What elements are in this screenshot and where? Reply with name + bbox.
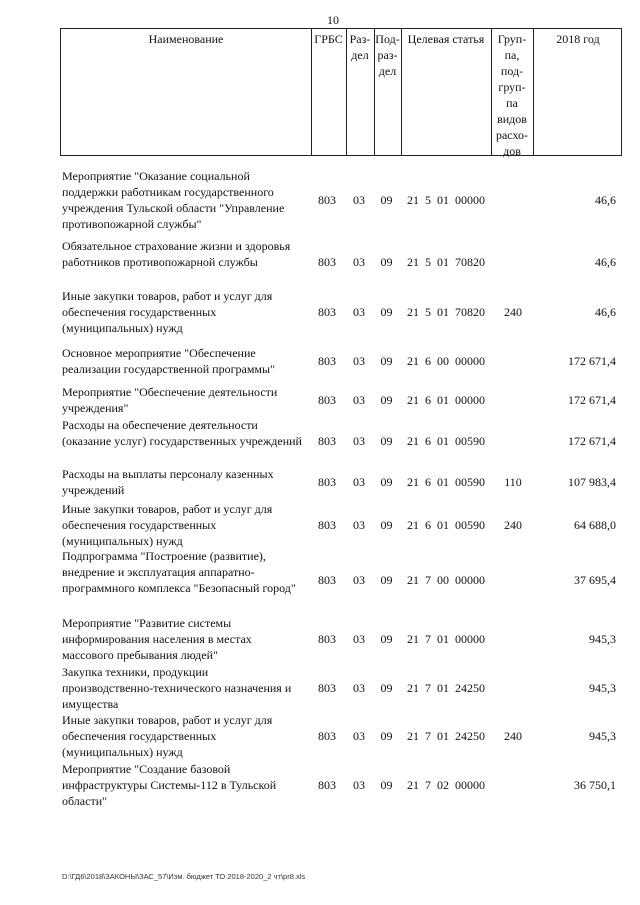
- row-razdel: 03: [353, 518, 365, 532]
- row-razdel: 03: [353, 193, 365, 207]
- row-grbs: 803: [318, 393, 336, 407]
- row-name: Обязательное страхование жизни и здоровья работников противопожарной службы: [62, 239, 291, 269]
- row-amount: 107 983,4: [568, 475, 616, 489]
- row-amount: 46,6: [595, 193, 616, 207]
- row-razdel: 03: [353, 729, 365, 743]
- row-podrazdel: 09: [380, 573, 393, 587]
- row-podrazdel: 09: [380, 255, 393, 269]
- row-name: Расходы на обеспечение деятельности (оказание услуг) государственных учреждений: [62, 418, 302, 448]
- row-podrazdel: 09: [380, 729, 393, 743]
- header-razdel: Раз- дел: [349, 32, 371, 62]
- row-amount: 36 750,1: [574, 778, 616, 792]
- row-amount: 945,3: [589, 681, 616, 695]
- row-grbs: 803: [318, 193, 336, 207]
- row-tselevaya-statya: 21 6 00 00000: [407, 354, 485, 368]
- row-amount: 46,6: [595, 255, 616, 269]
- row-podrazdel: 09: [380, 681, 393, 695]
- file-path-footer: D:\ГД6\2018\ЗАКОНЫ\ЗАС_57\Изм. бюджет ТО 2018-2020_2 чт\pr8.xls: [62, 872, 306, 881]
- row-podrazdel: 09: [380, 354, 393, 368]
- header-podrazdel: Под- раз- дел: [375, 32, 400, 78]
- row-name: Расходы на выплаты персоналу казенных учреждений: [62, 467, 274, 497]
- row-tselevaya-statya: 21 7 01 24250: [407, 729, 485, 743]
- row-name: Подпрограмма "Построение (развитие), внедрение и эксплуатация аппаратно-программного комплекса "Безопасный город": [62, 549, 296, 595]
- row-tselevaya-statya: 21 7 02 00000: [407, 778, 485, 792]
- row-grbs: 803: [318, 632, 336, 646]
- row-grbs: 803: [318, 681, 336, 695]
- row-vid-rashodov: 240: [504, 518, 522, 532]
- row-tselevaya-statya: 21 5 01 00000: [407, 193, 485, 207]
- row-grbs: 803: [318, 354, 336, 368]
- row-razdel: 03: [353, 475, 365, 489]
- row-vid-rashodov: 240: [504, 305, 522, 319]
- table-header: [60, 28, 622, 156]
- row-podrazdel: 09: [380, 434, 393, 448]
- row-grbs: 803: [318, 305, 336, 319]
- row-podrazdel: 09: [380, 778, 393, 792]
- row-name: Иные закупки товаров, работ и услуг для обеспечения государственных (муниципальных) нужд: [62, 713, 273, 759]
- row-amount: 945,3: [589, 632, 616, 646]
- row-grbs: 803: [318, 778, 336, 792]
- header-name: Наименование: [148, 32, 224, 46]
- row-razdel: 03: [353, 255, 365, 269]
- row-name: Мероприятие "Оказание социальной поддержки работникам государственного учреждения Тульской области "Управление противопожарной службы": [62, 169, 285, 231]
- row-tselevaya-statya: 21 5 01 70820: [407, 305, 485, 319]
- row-name: Иные закупки товаров, работ и услуг для обеспечения государственных (муниципальных) нужд: [62, 289, 273, 335]
- row-amount: 172 671,4: [568, 354, 616, 368]
- row-tselevaya-statya: 21 6 01 00590: [407, 518, 485, 532]
- row-name: Иные закупки товаров, работ и услуг для обеспечения государственных (муниципальных) нужд: [62, 502, 273, 548]
- row-amount: 37 695,4: [574, 573, 616, 587]
- row-grbs: 803: [318, 475, 336, 489]
- header-gruppa-vidov: Груп- па, под- груп- па видов расхо- дов: [495, 32, 529, 158]
- row-tselevaya-statya: 21 6 01 00000: [407, 393, 485, 407]
- row-razdel: 03: [353, 393, 365, 407]
- row-grbs: 803: [318, 518, 336, 532]
- row-razdel: 03: [353, 434, 365, 448]
- row-amount: 172 671,4: [568, 434, 616, 448]
- row-name: Основное мероприятие "Обеспечение реализации государственной программы": [62, 346, 275, 376]
- row-razdel: 03: [353, 632, 365, 646]
- row-tselevaya-statya: 21 6 01 00590: [407, 434, 485, 448]
- row-podrazdel: 09: [380, 518, 393, 532]
- row-name: Закупка техники, продукции производственно-технического назначения и имущества: [62, 665, 292, 711]
- row-razdel: 03: [353, 681, 365, 695]
- row-tselevaya-statya: 21 6 01 00590: [407, 475, 485, 489]
- row-tselevaya-statya: 21 5 01 70820: [407, 255, 485, 269]
- row-razdel: 03: [353, 354, 365, 368]
- row-amount: 64 688,0: [574, 518, 616, 532]
- row-grbs: 803: [318, 255, 336, 269]
- page-number: 10: [327, 13, 339, 27]
- row-vid-rashodov: 240: [504, 729, 522, 743]
- row-podrazdel: 09: [380, 632, 393, 646]
- row-razdel: 03: [353, 778, 365, 792]
- row-grbs: 803: [318, 573, 336, 587]
- row-name: Мероприятие "Развитие системы информирования населения в местах массового пребывания людей": [62, 616, 252, 662]
- row-name: Мероприятие "Обеспечение деятельности учреждения": [62, 385, 278, 415]
- row-razdel: 03: [353, 573, 365, 587]
- row-vid-rashodov: 110: [504, 475, 522, 489]
- row-tselevaya-statya: 21 7 01 00000: [407, 632, 485, 646]
- header-tselevaya-statya: Целевая статья: [407, 32, 485, 46]
- row-podrazdel: 09: [380, 193, 393, 207]
- header-grbs: ГРБС: [314, 32, 343, 46]
- row-podrazdel: 09: [380, 475, 393, 489]
- row-name: Мероприятие "Создание базовой инфраструктуры Системы-112 в Тульской области": [62, 762, 277, 808]
- row-razdel: 03: [353, 305, 365, 319]
- row-amount: 172 671,4: [568, 393, 616, 407]
- row-podrazdel: 09: [380, 305, 393, 319]
- row-tselevaya-statya: 21 7 00 00000: [407, 573, 485, 587]
- row-grbs: 803: [318, 729, 336, 743]
- row-amount: 46,6: [595, 305, 616, 319]
- header-year: 2018 год: [556, 32, 600, 46]
- row-grbs: 803: [318, 434, 336, 448]
- row-podrazdel: 09: [380, 393, 393, 407]
- row-tselevaya-statya: 21 7 01 24250: [407, 681, 485, 695]
- row-amount: 945,3: [589, 729, 616, 743]
